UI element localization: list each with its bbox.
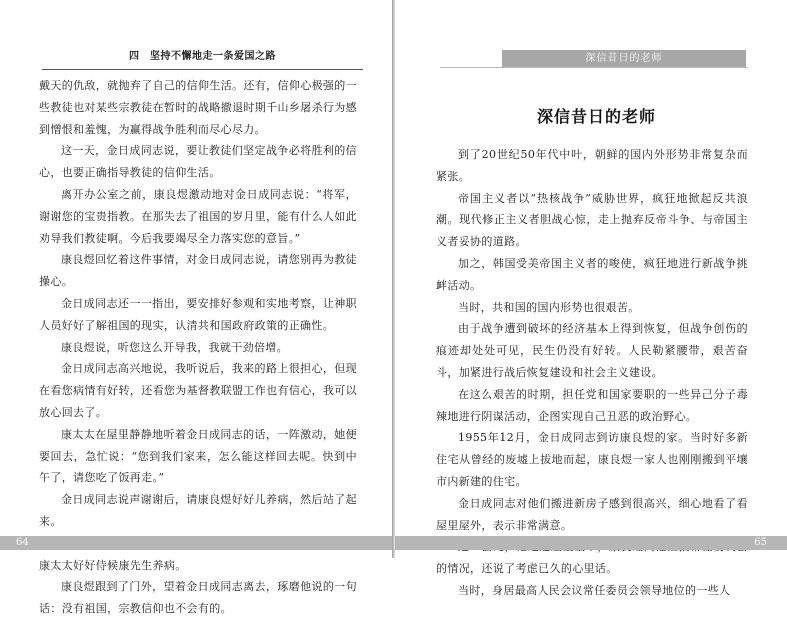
- right-body-text: [436, 144, 748, 602]
- page-number: 65: [754, 537, 767, 548]
- paragraph: 金日成同志还一一指出，要安排好参观和实地考察，让神职人员好好了解祖国的现实，认清共和国政府政策的正确性。: [39, 296, 357, 332]
- right-footer-bar: [395, 536, 787, 550]
- header-divider: [440, 67, 748, 68]
- running-header: 四 坚持不懈地走一条爱国之路: [42, 49, 363, 70]
- paragraph: 康良煜回忆着这件事情，对金日成同志说，请您别再为教徒操心。: [39, 253, 357, 289]
- paragraph: 1955年12月，金日成同志到访康良煜的家。当时好多新住宅从曾经的废墟上拔地而起，康良煜一家人也刚刚搬到平壤市内新建的住宅。: [436, 431, 748, 488]
- paragraph: 到了20世纪50年代中叶，朝鲜的国内外形势非常复杂而紧张。: [436, 148, 748, 183]
- left-footer-bar: [0, 536, 392, 550]
- paragraph: 当时，身居最高人民会议常任委员会领导地位的一些人: [458, 583, 731, 597]
- paragraph: 离开办公室之前，康良煜激动地对金日成同志说：“将军，谢谢您的宝贵指教。在那失去了祖国的岁月里，能有什么人如此劝导我们教徒啊。今后我要竭尽全力落实您的意旨。”: [39, 187, 357, 245]
- header-banner: 深信昔日的老师: [502, 50, 746, 68]
- paragraph: 的情况，还说了考虑已久的心里话。: [436, 562, 618, 576]
- paragraph: 在这么艰苦的时期，担任党和国家要职的一些异己分子毒辣地进行阴谋活动，企图实现自己丑恶的政治野心。: [436, 387, 748, 423]
- paragraph: 康良煜跟到了门外，望着金日成同志离去，琢磨他说的一句话：没有祖国，宗教信仰也不会有的。: [39, 580, 357, 616]
- left-page: [0, 0, 392, 616]
- paragraph: 这一天，金日成同志说，要让教徒们坚定战争必将胜利的信心，也要正确指导教徒的信仰生活。: [39, 144, 357, 180]
- paragraph: 金日成同志高兴地说，我听说后，我来的路上很担心，但现在看您病情有好转，还看您为基督教联盟工作也有信心，我可以放心回去了。: [39, 362, 357, 419]
- paragraph: 由于战争遭到破坏的经济基本上得到恢复，但战争创伤的痕迹却处处可见，民生仍没有好转。人民勒紧腰带，艰苦奋斗，加紧进行战后恢复建设和社会主义建设。: [436, 322, 748, 379]
- paragraph: 康良煜说，听您这么开导我，我就干劲倍增。: [61, 340, 288, 354]
- paragraph: 加之，韩国受美帝国主义者的唆使，疯狂地进行新战争挑衅活动。: [436, 256, 748, 292]
- right-page: [395, 0, 787, 597]
- chapter-title: 深信昔日的老师: [536, 107, 656, 126]
- paragraph: 康太太好好侍候康先生养病。: [39, 558, 187, 572]
- paragraph: 帝国主义者以“热核战争”威胁世界，疯狂地掀起反共浪潮。现代修正主义者胆战心惊，走上抛弃反帝斗争、与帝国主义者妥协的道路。: [436, 191, 748, 249]
- page-number: 64: [16, 537, 29, 548]
- paragraph: 康太太在屋里静静地听着金日成同志的话，一阵激动，她便要回去，急忙说：“您到我们家来，怎么能这样回去呢。快到中午了，请您吃了饭再走。”: [39, 427, 357, 485]
- paragraph: 戴天的仇敌，就抛弃了自己的信仰生活。还有，信仰心极强的一些教徒也对某些宗教徒在暂时的战略撤退时期千山乡屠杀行为感到憎恨和羞愧，为赢得战争胜利而尽心尽力。: [39, 79, 357, 136]
- paragraph: 金日成同志对他们搬进新房子感到很高兴，细心地看了看屋里屋外，表示非常满意。: [436, 496, 748, 532]
- paragraph: 金日成同志说声谢谢后，请康良煜好好儿养病，然后站了起来。: [39, 493, 357, 528]
- paragraph: 当时，共和国的国内形势也很艰苦。: [458, 300, 640, 314]
